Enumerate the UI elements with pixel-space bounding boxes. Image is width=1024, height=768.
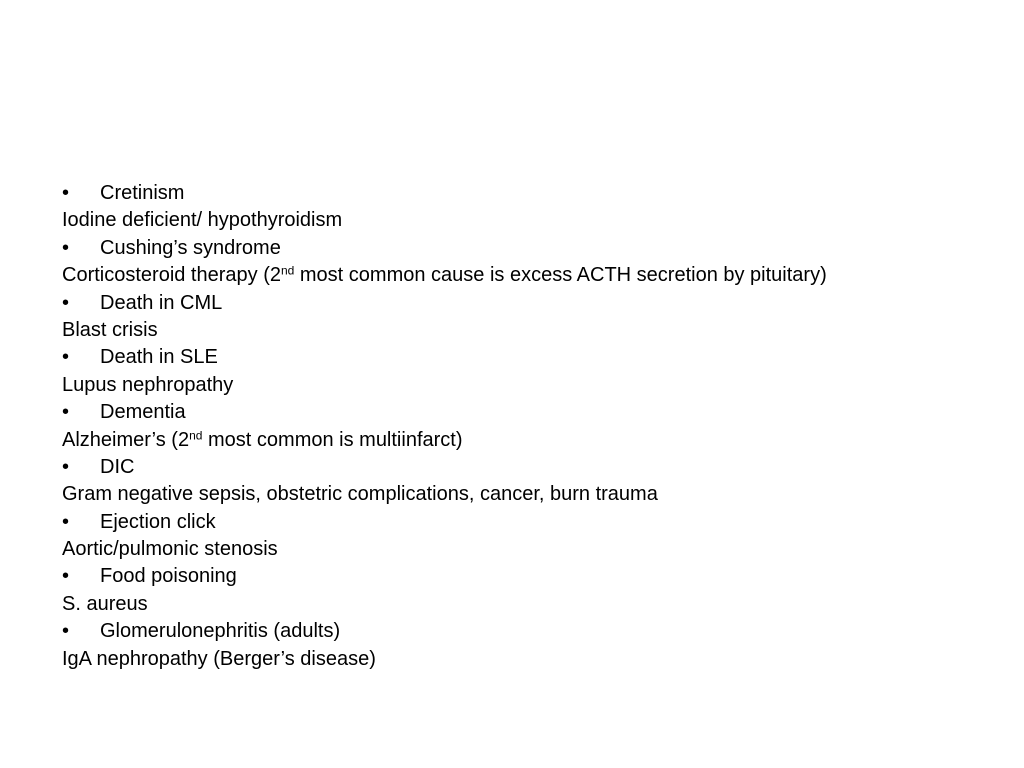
bullet-item: [62, 563, 982, 590]
answer-text: IgA nephropathy (Berger’s disease): [62, 647, 376, 670]
bullet-icon: •: [62, 182, 70, 204]
bullet-item: [62, 454, 982, 481]
topic-text: Death in CML: [100, 291, 223, 314]
bullet-item: [62, 290, 982, 317]
answer-text: Aortic/pulmonic stenosis: [62, 538, 278, 561]
answer-text: Blast crisis: [62, 318, 158, 341]
answer-text-post: most common cause is excess ACTH secretion by pituitary): [294, 264, 827, 287]
answer-text: [62, 427, 982, 454]
topic-text: Cretinism: [100, 182, 185, 204]
bullet-item: [62, 235, 982, 262]
bullet-item: [62, 180, 982, 207]
bullet-icon: •: [62, 346, 70, 369]
bullet-icon: •: [62, 401, 70, 424]
bullet-icon: •: [62, 565, 70, 588]
answer-superscript: nd: [189, 427, 203, 442]
topic-text: DIC: [100, 455, 135, 478]
bullet-icon: •: [62, 510, 70, 533]
topic-text: Cushing’s syndrome: [100, 236, 281, 259]
topic-text: Dementia: [100, 401, 186, 424]
bullet-icon: •: [62, 236, 70, 259]
topic-text: Ejection click: [100, 510, 216, 533]
answer-text: Gram negative sepsis, obstetric complications, cancer, burn trauma: [62, 483, 658, 506]
answer-text: Iodine deficient/ hypothyroidism: [62, 209, 343, 232]
bullet-icon: •: [62, 620, 70, 643]
bullet-item: [62, 509, 982, 536]
answer-text: S. aureus: [62, 592, 148, 615]
bullet-icon: •: [62, 291, 70, 314]
slide-content: [62, 180, 982, 673]
topic-text: Glomerulonephritis (adults): [100, 620, 341, 643]
topic-text: Food poisoning: [100, 565, 237, 588]
answer-text: [62, 262, 982, 289]
bullet-item: [62, 618, 982, 645]
topic-text: Death in SLE: [100, 346, 218, 369]
bullet-item: [62, 344, 982, 371]
answer-text-post: most common is multiinfarct): [202, 428, 463, 451]
answer-text: Lupus nephropathy: [62, 373, 234, 396]
answer-text-pre: Alzheimer’s (2: [62, 428, 190, 451]
answer-text-pre: Corticosteroid therapy (2: [62, 264, 281, 287]
bullet-item: [62, 399, 982, 426]
bullet-icon: •: [62, 455, 70, 478]
answer-superscript: nd: [280, 263, 295, 278]
